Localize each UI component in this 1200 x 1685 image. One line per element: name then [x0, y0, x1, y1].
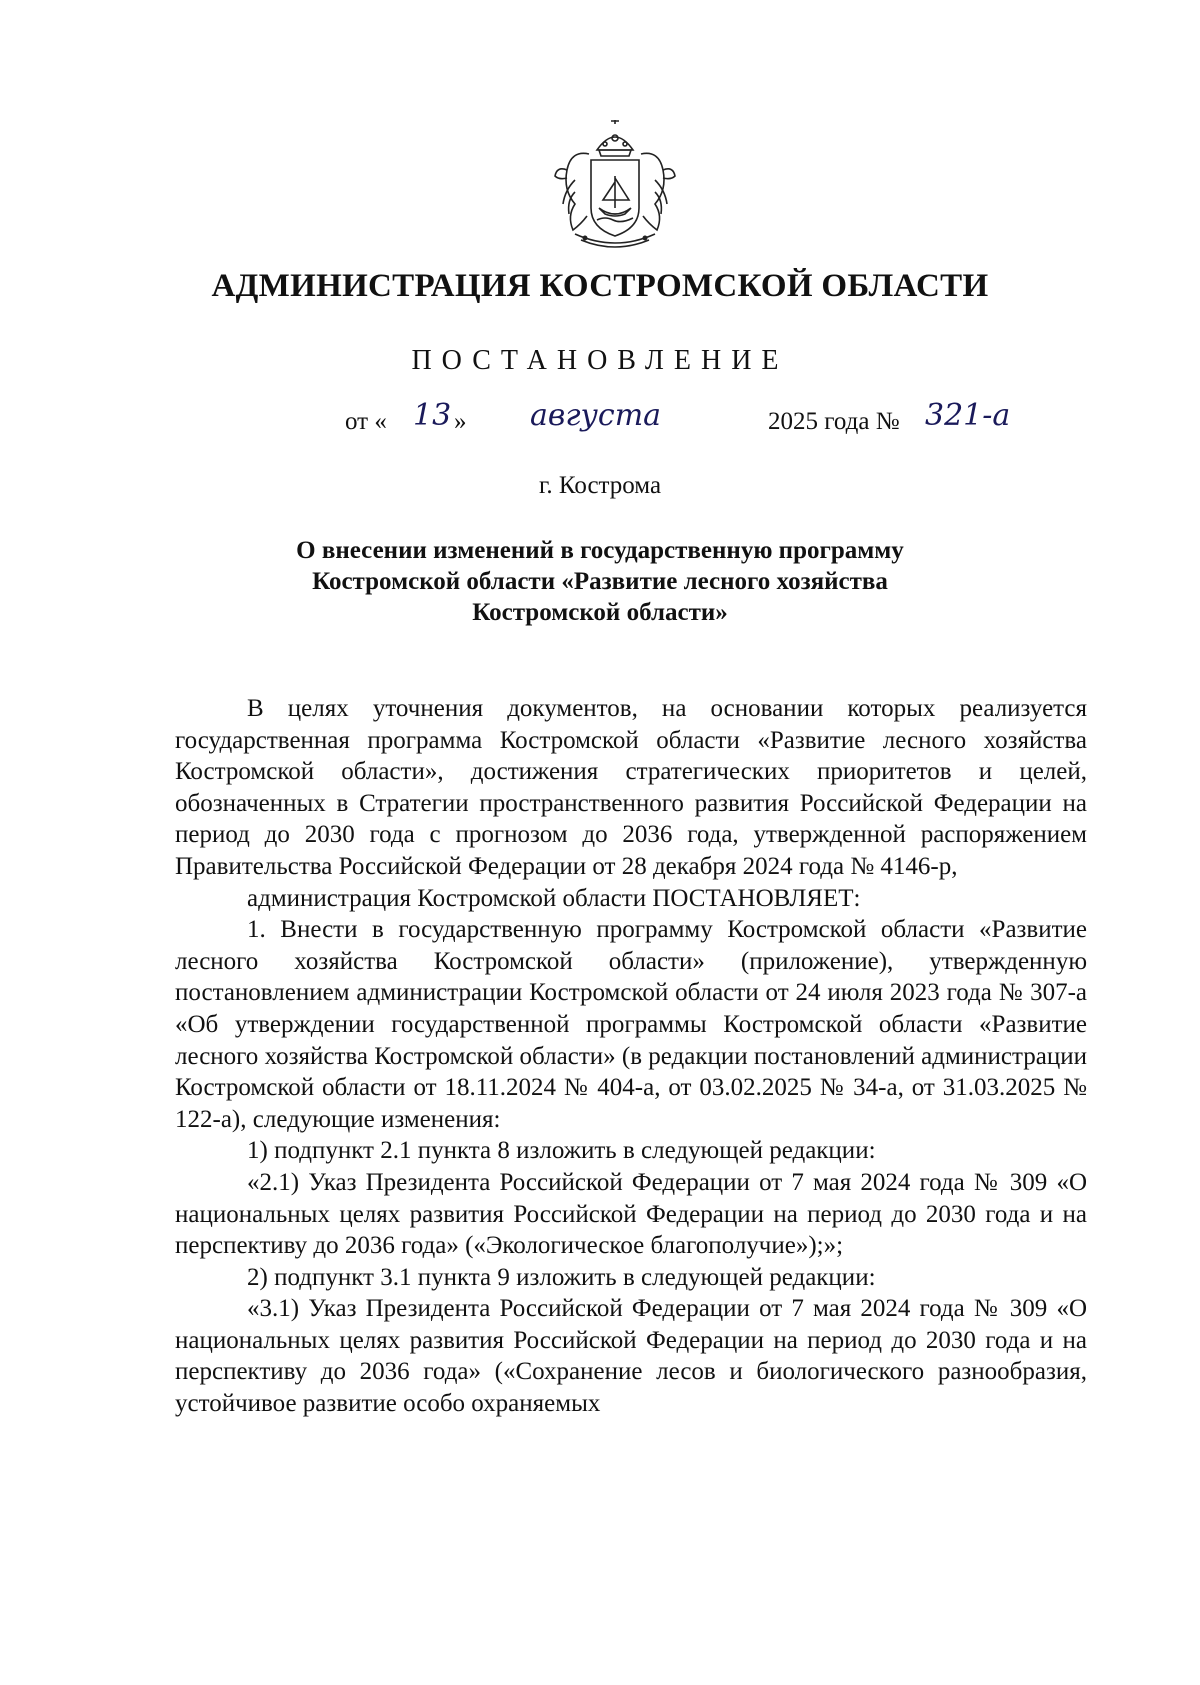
document-type: ПОСТАНОВЛЕНИЕ: [411, 345, 789, 376]
heading-line: Костромской области «Развитие лесного хозяйства: [312, 568, 888, 595]
city: г. Кострома: [538, 472, 662, 499]
body-paragraph: администрация Костромской области ПОСТАНОВЛЯЕТ:: [247, 884, 861, 912]
organization-title: АДМИНИСТРАЦИЯ КОСТРОМСКОЙ ОБЛАСТИ: [211, 268, 989, 304]
body-paragraph: 1. Внести в государственную программу Костромской области «Развитие лесного хозяйства Костромской области» (приложение), утвержденную постановлением администрации Костромской области от 24 июля 2023 года № 307-а «Об утверждении государственной программы Костромской области «Развитие лесного хозяйства Костромской области» (в редакции постановлений администрации Костромской области от 18.11.2024 № 404-а, от 03.02.2025 № 34-а, от 31.03.2025 № 122-а), следующие изменения:: [175, 916, 1087, 1133]
body-paragraph: 2) подпункт 3.1 пункта 9 изложить в следующей редакции:: [247, 1263, 876, 1291]
date-prefix: от «: [345, 408, 387, 435]
document-body: [175, 693, 1087, 1420]
date-quote-close: »: [454, 408, 467, 435]
body-paragraph: 1) подпункт 2.1 пункта 8 изложить в следующей редакции:: [247, 1137, 876, 1165]
body-paragraph: В целях уточнения документов, на основании которых реализуется государственная программа Костромской области «Развитие лесного хозяйства Костромской области», достижения стратегических приоритетов и целей, обозначенных в Стратегии пространственного развития Российской Федерации на период до 2030 года с прогнозом до 2036 года, утвержденной распоряжением Правительства Российской Федерации от 28 декабря 2024 года № 4146-р,: [175, 695, 1087, 880]
document-number-handwritten: 321-а: [925, 398, 1011, 433]
date-day-handwritten: 13: [413, 398, 452, 433]
body-paragraph: «3.1) Указ Президента Российской Федерации от 7 мая 2024 года № 309 «О национальных целях развития Российской Федерации на период до 2030 года и на перспективу до 2036 года» («Сохранение лесов и биологического разнообразия, устойчивое развитие особо охраняемых: [175, 1295, 1087, 1418]
body-paragraph: «2.1) Указ Президента Российской Федерации от 7 мая 2024 года № 309 «О национальных целях развития Российской Федерации на период до 2030 года и на перспективу до 2036 года» («Экологическое благополучие»);»;: [175, 1168, 1087, 1260]
kostroma-coat-of-arms-icon: [545, 120, 685, 255]
date-month-handwritten: августа: [530, 398, 662, 433]
heading-line: Костромской области»: [472, 599, 728, 626]
date-year: 2025 года №: [768, 408, 900, 435]
document-heading: [240, 535, 960, 628]
heading-line: О внесении изменений в государственную программу: [296, 537, 904, 564]
